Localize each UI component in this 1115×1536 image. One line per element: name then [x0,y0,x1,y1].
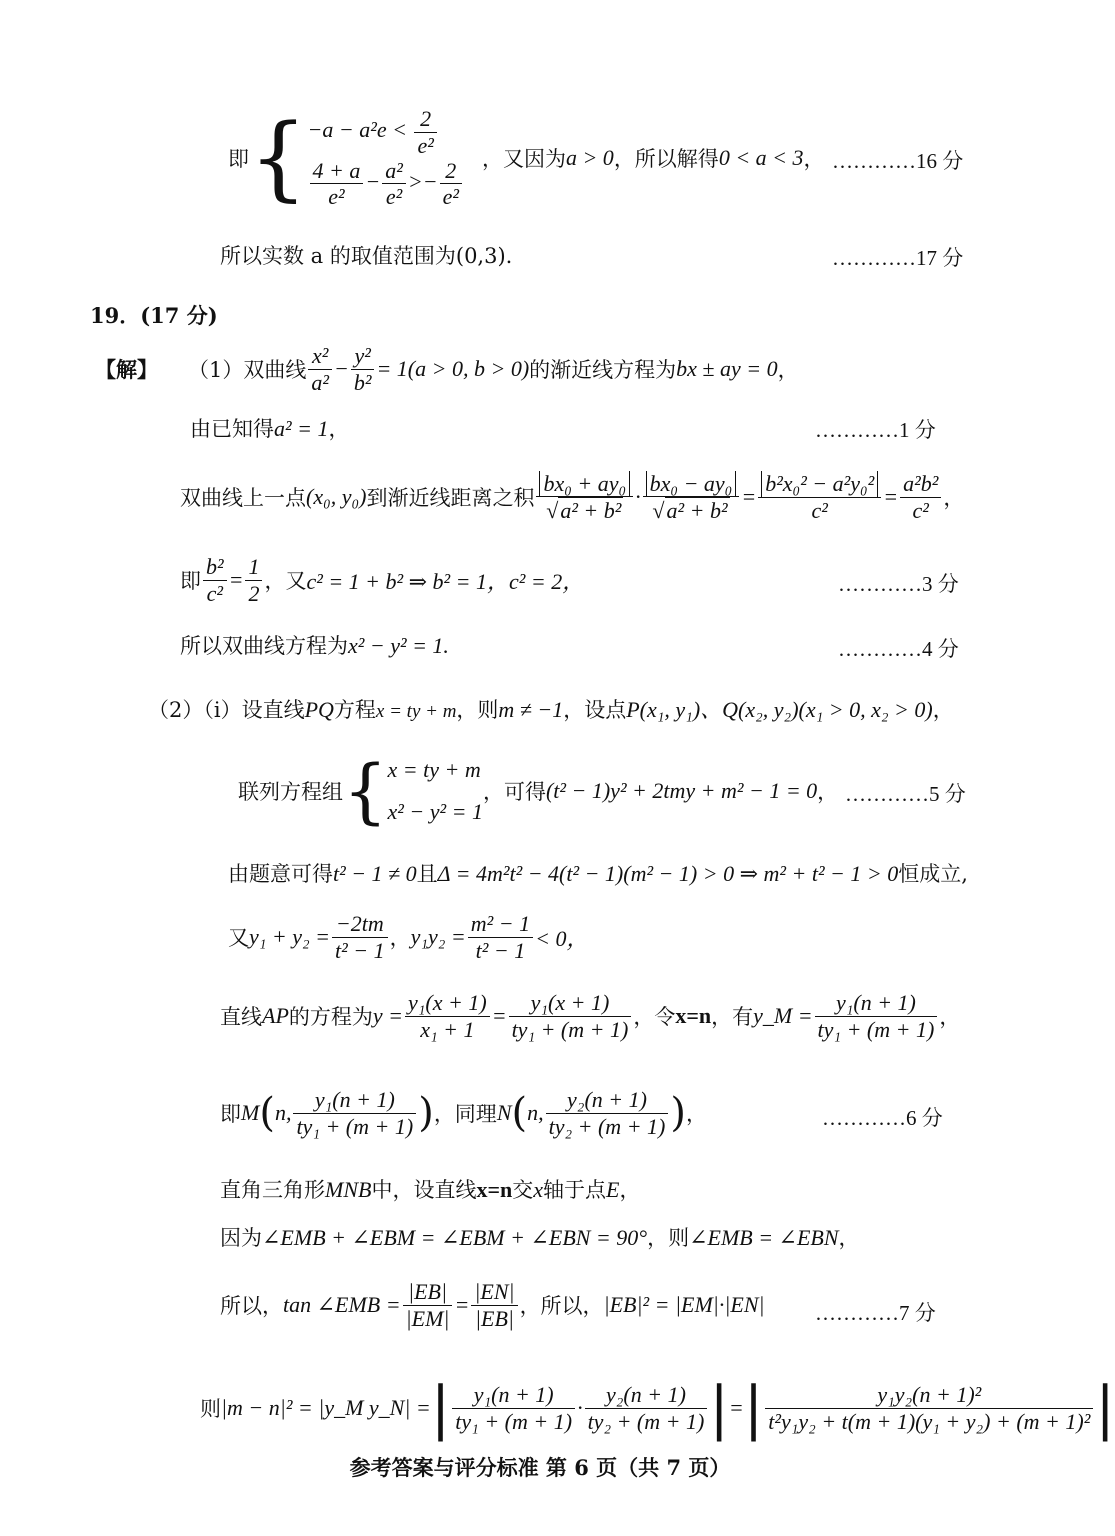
line-17: 所以实数 a 的取值范围为(0,3). [220,244,513,268]
score-7: …………7 分 [815,1301,936,1325]
vieta-line: 又 y₁ + y₂ = $\frac{-2tm}{\text{t² − 1}}$ ， y₁y₂ = $\frac{\text{m² − 1}}{\text{t² − 1}}$ < 0， [228,911,589,963]
score-4: …………4 分 [838,637,959,661]
known-line: 由已知得a² = 1， [190,416,350,441]
mn-line: 即 M ( n, $\frac{\text{y₁(n + 1)}}{\text{ty₁ + (m + 1)}}$ ) ，同理 N ( n, $\frac{\text{y₂(n + 1)}}{\text{ty₂ + (m + 1)}}$ ) ， [220,1087,707,1139]
score-5: …………5 分 [845,782,966,806]
question-title: 19．(17 分) [90,303,218,328]
angle-line: 因为∠EMB + ∠EBM = ∠EBM + ∠EBN = 90°，则∠EMB = ∠EBN， [220,1225,860,1250]
inequality-system [308,106,464,209]
tan-line: 所以， tan ∠EMB = $\frac{|EB|}{|EM|}$ = $\frac{|EN|}{|EB|}$ ，所以， |EB|² = |EM|·|EN| [220,1279,765,1331]
part1-line: 【解】 （1）双曲线 $\frac{\text{x²}}{\text{a²}}$ − $\frac{\text{y²}}{\text{b²}}$ = 1(a > 0, b > 0) 的渐近线方程为 bx ± ay = 0 ， [95,343,799,395]
hyperbola-line: 所以双曲线方程为x² − y² = 1. [180,633,449,658]
bc-line: 即 $\frac{\text{b²}}{\text{c²}}$ = $\frac{1}{2}$ ，又 c² = 1 + b² ⇒ b² = 1，c² = 2， [180,554,585,606]
distance-line: 双曲线上一点 (x₀, y₀) 到渐近线距离之积 $\frac{\text{bx₀ + ay₀}}{\text{√a² + b²}}$ · $\frac{\text{bx₀ − ay₀}}{\text{√a² + b²}}$ = $\frac{\text{b²x₀² − a²y₀²}}{\text{c²}}$ = $\frac{\text{a²b²}}{\text{c²}}$ ， [180,470,965,523]
triangle-line: 直角三角形MNB中，设直线x=n交x轴于点E， [220,1177,641,1202]
score-1: …………1 分 [815,418,936,442]
left-brace: { [249,104,308,211]
part2-line: （2）（i）设直线PQ方程x = ty + m，则m ≠ −1，设点P(x₁, y₁)、Q(x₂, y₂)(x₁ > 0, x₂ > 0)， [148,697,954,722]
ap-line: 直线 AP 的方程为 y = $\frac{\text{y₁(x + 1)}}{\text{x₁ + 1}}$ = $\frac{\text{y₁(x + 1)}}{\text{ty₁ + (m + 1)}}$ ，令 x=n ，有 y_M = $\frac{\text{y₁(n + 1)}}{\text{ty₁ + (m + 1)}}$ ， [220,990,961,1042]
page-footer: 参考答案与评分标准 第 6 页（共 7 页） [349,1455,731,1480]
solution-label: 【解】 [95,357,158,382]
line-16: 即 { −a − a²e < $\frac{2}{\text{e²}}$ $\frac{4 + a}{\text{e²}}$ − $\frac{\text{a²}}{\text{e²}}$ >− $\frac{2}{\text{e²}}$ ，又因为 a > 0 ，所以解得 0 < a < 3 ， [228,104,825,211]
final-line: 则 |m − n|² = |y_M y_N| = | $\frac{\text{y₁(n + 1)}}{\text{ty₁ + (m + 1)}}$ · $\frac{\text{y₂(n + 1)}}{\text{ty₂ + (m + 1)}}$ | = | $\frac{\text{y₁y₂(n + 1)²}}{\text{t²y₁y₂ + t(m + 1)(y₁ + y₂) + (m + 1)²}}$ | [200,1374,1115,1442]
score-17: …………17 分 [832,246,964,270]
system-row-bottom: $\frac{4 + a}{\text{e²}}$ − $\frac{\text{a²}}{\text{e²}}$ >− $\frac{2}{\text{e²}}$ [308,158,464,210]
score-6: …………6 分 [822,1106,943,1130]
system5-line: 联列方程组 { x = ty + m x² − y² = 1 ，可得 (t² − 1)y² + 2tmy + m² − 1 = 0 ， [238,750,839,832]
score-3: …………3 分 [838,572,959,596]
system-row-top: −a − a²e < $\frac{2}{\text{e²}}$ [308,106,464,158]
score-16: …………16 分 [832,149,964,173]
prefix-ji: 即 [228,147,249,171]
discriminant-line: 由题意可得t² − 1 ≠ 0且Δ = 4m²t² − 4(t² − 1)(m² − 1) > 0 ⇒ m² + t² − 1 > 0恒成立, [228,861,968,886]
